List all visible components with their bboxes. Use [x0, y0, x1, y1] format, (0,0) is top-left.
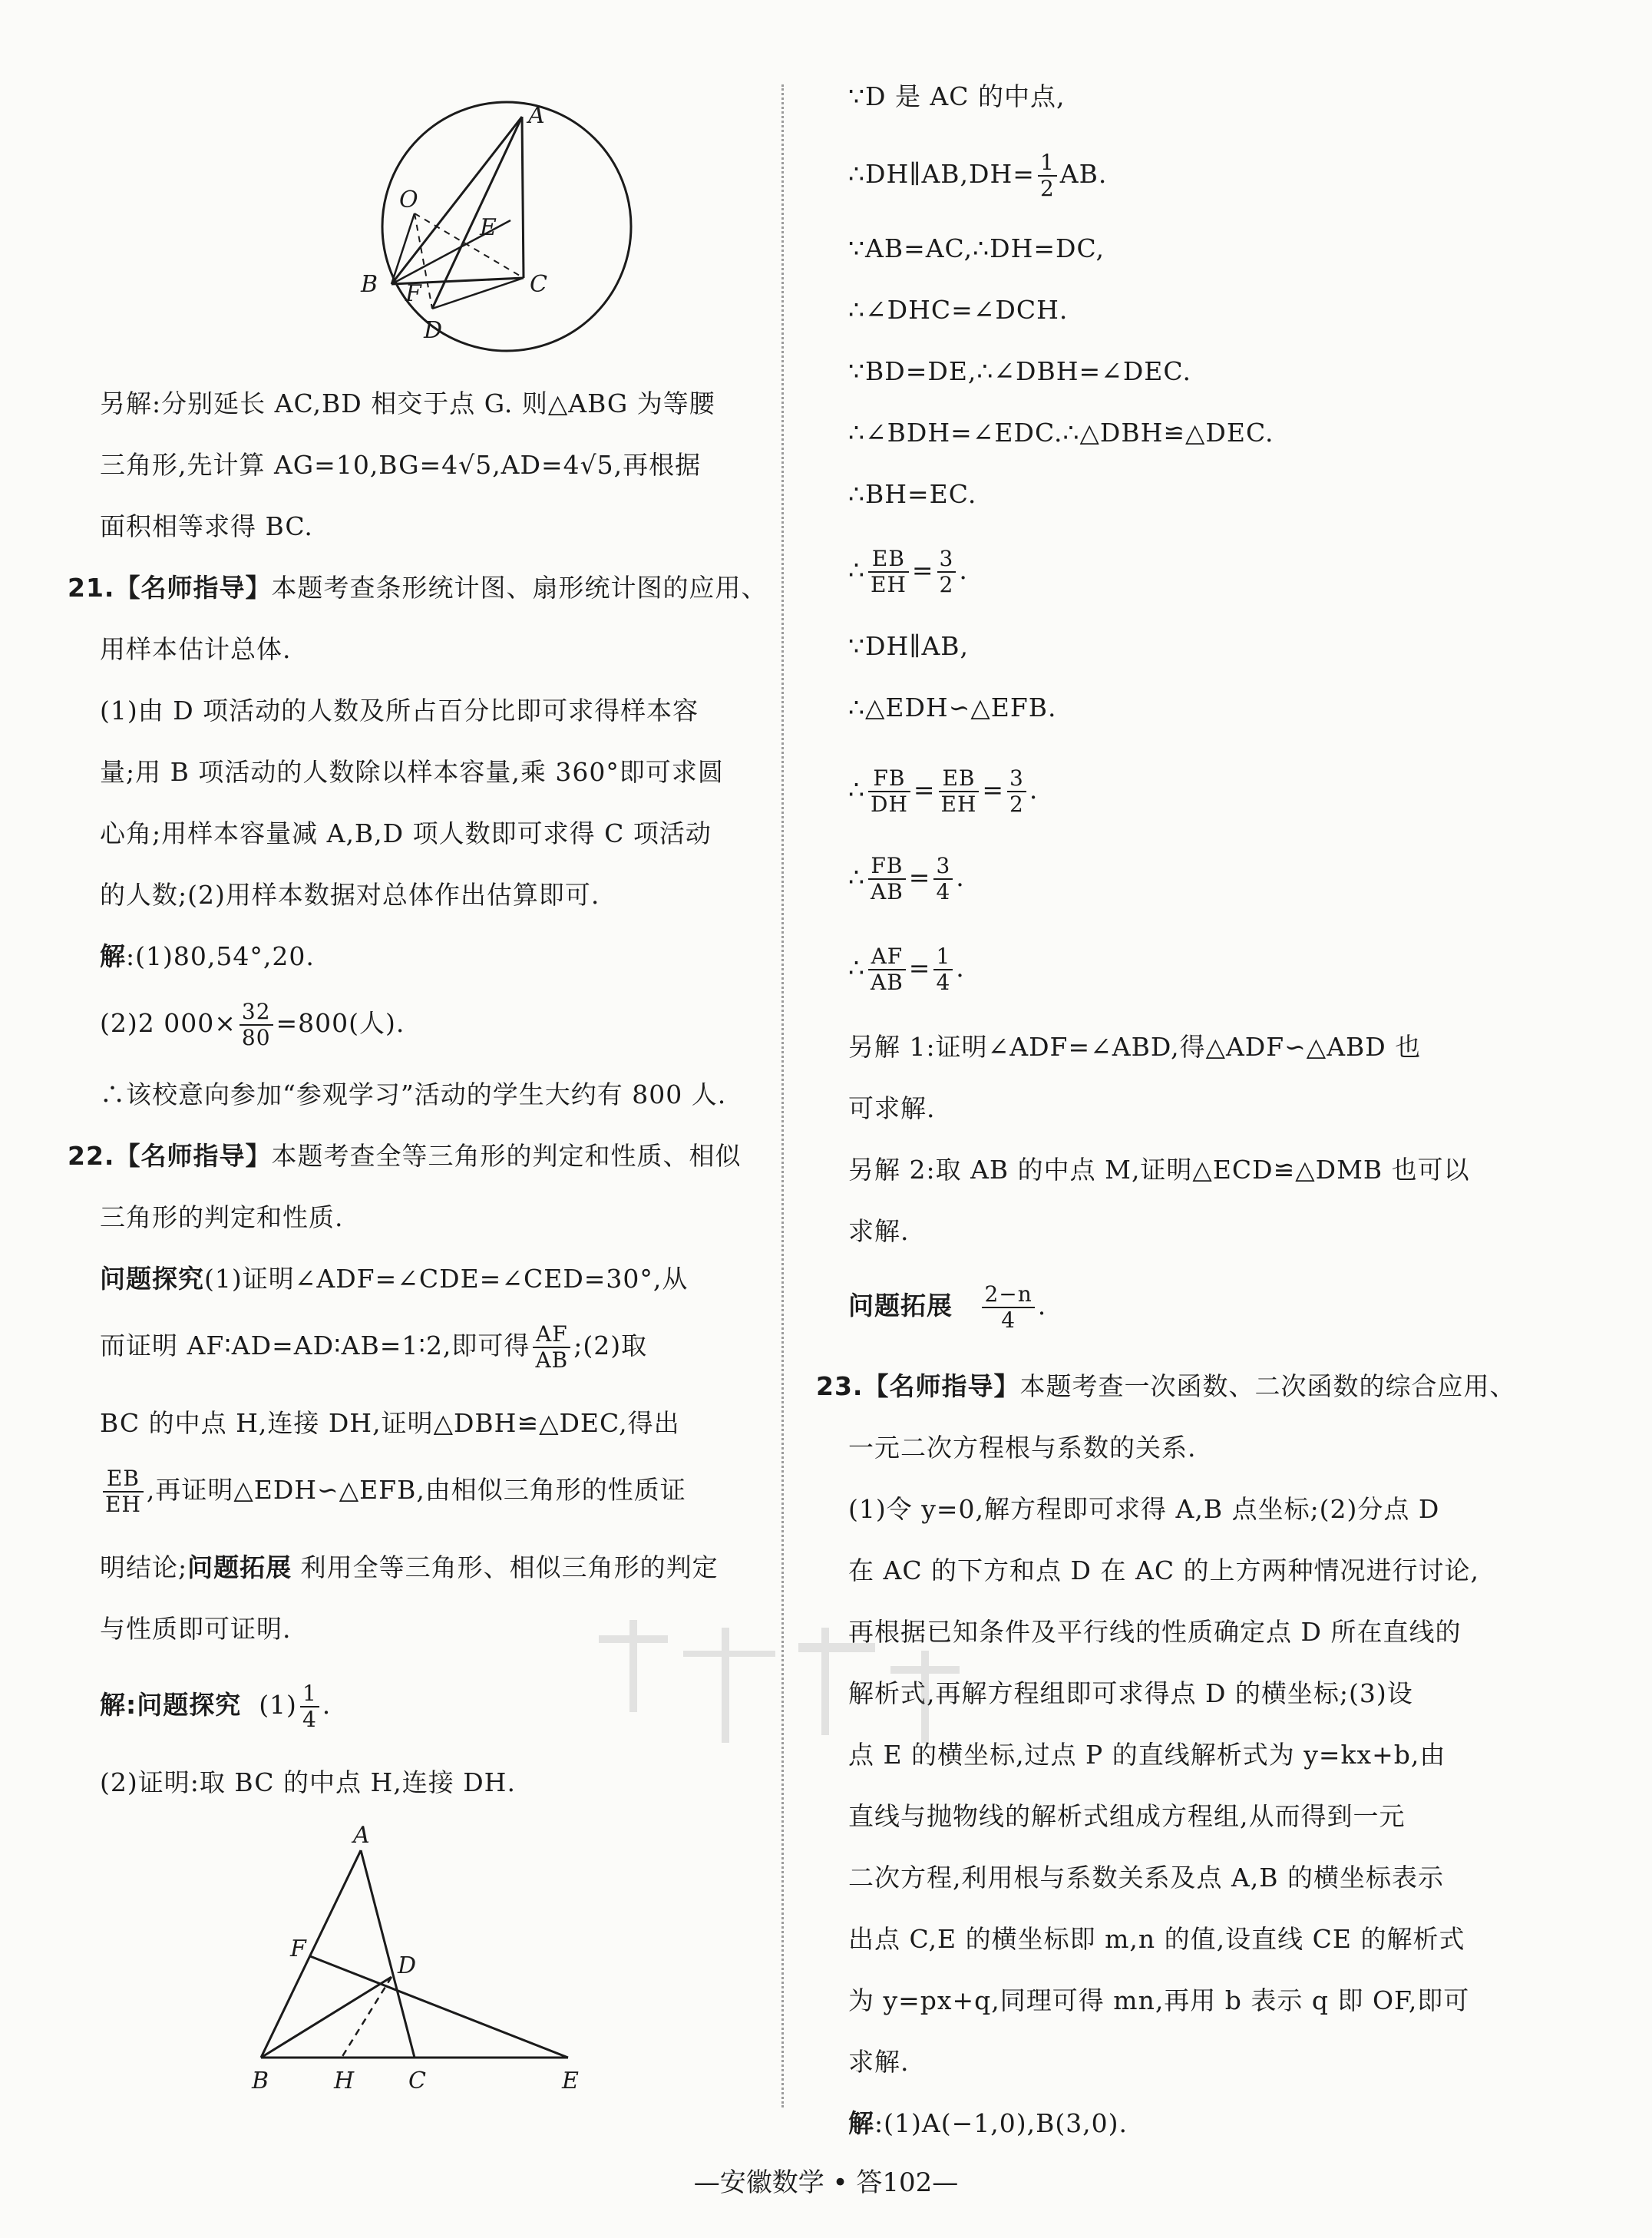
q22-number: 22. [68, 1141, 115, 1171]
fig1-label-a: A [528, 102, 545, 129]
r11-d2: EH [940, 792, 977, 817]
q23-number: 23. [816, 1371, 864, 1401]
q22-text-7-post: 利用全等三角形、相似三角形的判定 [292, 1552, 719, 1582]
q23-heading [816, 1368, 1515, 1405]
q21-solution-label: 解 [100, 941, 126, 971]
q22-text-8: 与性质即可证明. [100, 1614, 292, 1644]
faint-watermark-stamp [568, 1605, 998, 1781]
r13-n1: AF [868, 944, 906, 970]
fig1-label-c: C [530, 271, 547, 298]
r11-therefore: ∴ [848, 775, 865, 805]
q22-frac-den: AB [535, 1347, 569, 1373]
r12-d2: 4 [936, 879, 951, 904]
r-line-13: ∴ $\frac{AF}{AB}$ = $\frac{1}{4}$ . [848, 944, 965, 995]
fig1-label-e: E [480, 214, 497, 241]
q22-frac-eh: EH [105, 1492, 141, 1517]
r8-d1: EH [871, 572, 907, 597]
fig2-label-b: B [252, 2068, 269, 2094]
fig2-label-d: D [398, 1952, 417, 1979]
q23-solution-text: :(1)A(−1,0),B(3,0). [874, 2108, 1128, 2138]
fig1-label-d: D [424, 317, 443, 344]
r11-frac-3 [1007, 766, 1026, 817]
r11-n2: EB [939, 766, 980, 792]
triangle-figure [230, 1820, 706, 2104]
q21-solution-text: :(1)80,54°,20. [126, 941, 315, 971]
q23-text-3: (1)令 y=0,解方程即可求得 A,B 点坐标;(2)分点 D [848, 1494, 1440, 1524]
r13-frac-1 [868, 944, 906, 995]
r11-n1: FB [868, 766, 910, 792]
fig1-label-o: O [399, 187, 418, 213]
q23-text-11: 为 y=px+q,同理可得 mn,再用 b 表示 q 即 OF,即可 [848, 1985, 1470, 2015]
q21-text-4: 量;用 B 项活动的人数除以样本容量,乘 360°即可求圆 [100, 757, 724, 787]
q21-text-6: 的人数;(2)用样本数据对总体作出估算即可. [100, 880, 600, 910]
r11-n3: 3 [1007, 766, 1026, 792]
alt1-line-2: 可求解. [848, 1093, 936, 1123]
q21-text-5: 心角;用样本容量减 A,B,D 项人数即可求得 C 项活动 [100, 818, 712, 848]
q21-s2-post: =800(人). [276, 1008, 405, 1038]
r-line-7: ∴BH=EC. [848, 479, 977, 509]
r2-post: AB. [1059, 159, 1108, 189]
q22-text-6-post: ,再证明△EDH∽△EFB,由相似三角形的性质证 [146, 1475, 686, 1505]
fig1-label-b: B [361, 271, 378, 298]
q21-text-1: 本题考查条形统计图、扇形统计图的应用、 [271, 573, 768, 603]
alt2-line-2: 求解. [848, 1216, 910, 1246]
r12-therefore: ∴ [848, 862, 865, 892]
alt2-line-1: 另解 2:取 AB 的中点 M,证明△ECD≌△DMB 也可以 [848, 1155, 1470, 1185]
r13-therefore: ∴ [848, 953, 865, 983]
q23-text-1: 本题考查一次函数、二次函数的综合应用、 [1019, 1371, 1516, 1401]
q21-s2-den: 80 [241, 1025, 271, 1050]
q21-number: 21. [68, 573, 115, 603]
r8-d2: 2 [939, 572, 954, 597]
fig2-label-c: C [408, 2068, 426, 2094]
q22-text-3-body: (1)证明∠ADF=∠CDE=∠CED=30°,从 [204, 1264, 689, 1294]
q23-text-12: 求解. [848, 2047, 910, 2077]
q22-heading [68, 1138, 741, 1175]
q21-solution-2 [100, 1000, 405, 1050]
r8-frac-1 [868, 547, 909, 597]
extension-label: 问题拓展 [848, 1291, 953, 1321]
r8-n1: EB [868, 547, 909, 573]
q23-text-9: 二次方程,利用根与系数关系及点 A,B 的横坐标表示 [848, 1863, 1445, 1893]
q23-solution-label: 解 [848, 2108, 874, 2138]
q21-text-2: 用样本估计总体. [100, 634, 292, 664]
r8-therefore: ∴ [848, 555, 865, 585]
q22-text-7-pre: 明结论; [100, 1552, 188, 1582]
alt-solution-line-1: 另解:分别延长 AC,BD 相交于点 G. 则△ABG 为等腰 [100, 388, 715, 418]
r-line-10: ∴△EDH∽△EFB. [848, 693, 1057, 722]
q23-text-2: 一元二次方程根与系数的关系. [848, 1433, 1197, 1463]
q22-text-1: 本题考查全等三角形的判定和性质、相似 [271, 1141, 742, 1171]
r12-n1: FB [868, 854, 906, 880]
q22-sol-den: 4 [302, 1707, 317, 1732]
q22-text-6 [100, 1466, 686, 1517]
r13-n2: 1 [933, 944, 953, 970]
alt1-line-1: 另解 1:证明∠ADF=∠ABD,得△ADF∽△ABD 也 [848, 1032, 1422, 1062]
ext-den: 4 [1001, 1307, 1016, 1333]
r11-d3: 2 [1009, 792, 1024, 817]
q22-text-3 [100, 1261, 688, 1298]
alt-solution-line-3: 面积相等求得 BC. [100, 511, 313, 541]
r8-eq: = [911, 555, 934, 585]
r2-pre: ∴DH∥AB,DH= [848, 159, 1035, 189]
extension-fraction [982, 1282, 1034, 1333]
q21-s2-pre: (2)2 000× [100, 1008, 236, 1038]
q22-sol-pre: (1) [259, 1690, 297, 1720]
q21-tag: 【名师指导】 [114, 573, 272, 603]
r12-frac-1 [868, 854, 906, 904]
q22-solution-1 [100, 1681, 331, 1732]
r-line-2 [848, 150, 1107, 201]
r-line-5: ∵BD=DE,∴∠DBH=∠DEC. [848, 356, 1191, 386]
r-line-6: ∴∠BDH=∠EDC.∴△DBH≌△DEC. [848, 418, 1274, 448]
q23-text-10: 出点 C,E 的横坐标即 m,n 的值,设直线 CE 的解析式 [848, 1924, 1465, 1954]
q21-solution-1 [100, 938, 315, 975]
extension-answer: 问题拓展 $\frac{2-n}{4}$ . [848, 1281, 1047, 1333]
r-line-3: ∵AB=AC,∴DH=DC, [848, 233, 1105, 263]
r11-d1: DH [871, 792, 908, 817]
r2-fraction [1038, 150, 1057, 201]
q23-text-5: 再根据已知条件及平行线的性质确定点 D 所在直线的 [848, 1617, 1462, 1647]
q22-fraction-af-ab [533, 1322, 570, 1373]
r12-d1: AB [871, 879, 904, 904]
q22-text-4-post: ;(2)取 [573, 1331, 648, 1360]
q22-sol-fraction [300, 1681, 319, 1732]
r11-frac-1 [868, 766, 910, 817]
r-line-11: ∴ $\frac{FB}{DH}$ = $\frac{EB}{EH}$ = $\frac{3}{2}$ . [848, 765, 1039, 817]
fig2-label-e: E [562, 2068, 579, 2094]
q23-text-6: 解析式,再解方程组即可求得点 D 的横坐标;(3)设 [848, 1678, 1413, 1708]
r12-frac-2 [933, 854, 953, 904]
r8-n2: 3 [937, 547, 957, 573]
fig2-label-f: F [290, 1936, 306, 1962]
r-line-9: ∵DH∥AB, [848, 631, 970, 661]
q22-text-5: BC 的中点 H,连接 DH,证明△DBH≌△DEC,得出 [100, 1408, 680, 1438]
q22-text-4 [100, 1322, 647, 1373]
q22-sol-num: 1 [300, 1681, 319, 1707]
fig1-label-f: F [405, 280, 421, 307]
q21-s2-num: 32 [240, 1000, 273, 1026]
circle-figure [284, 100, 714, 376]
q22-frac-eb: EB [103, 1466, 144, 1493]
r-line-8: ∴ $\frac{EB}{EH}$ = $\frac{3}{2}$ . [848, 546, 968, 597]
r13-frac-2 [933, 944, 953, 995]
q23-tag: 【名师指导】 [863, 1371, 1020, 1401]
fig2-label-h: H [334, 2068, 355, 2094]
q21-text-3: (1)由 D 项活动的人数及所占百分比即可求得样本容 [100, 696, 699, 726]
q22-proof-start: (2)证明:取 BC 的中点 H,连接 DH. [100, 1767, 516, 1797]
r-line-4: ∴∠DHC=∠DCH. [848, 295, 1069, 325]
r2-num: 1 [1038, 150, 1057, 177]
r-line-12: ∴ $\frac{FB}{AB}$ = $\frac{3}{4}$ . [848, 853, 965, 904]
r13-d1: AB [871, 970, 904, 995]
q23-text-4: 在 AC 的下方和点 D 在 AC 的上方两种情况进行讨论, [848, 1555, 1480, 1585]
ext-num: 2−n [982, 1282, 1034, 1308]
r8-frac-2 [937, 547, 957, 597]
column-divider [781, 84, 784, 2107]
q22-text-7 [100, 1549, 719, 1586]
q22-tag: 【名师指导】 [114, 1141, 272, 1171]
r12-n2: 3 [933, 854, 953, 880]
q22-sol-post: . [322, 1690, 332, 1720]
q22-text-2: 三角形的判定和性质. [100, 1202, 344, 1232]
r11-frac-2 [939, 766, 980, 817]
fig2-label-a: A [353, 1822, 370, 1849]
page-footer: —安徽数学 • 答102— [693, 2167, 959, 2198]
q22-frac-num: AF [533, 1322, 570, 1348]
q22-text-4-pre: 而证明 AF∶AD=AD∶AB=1∶2,即可得 [100, 1331, 530, 1360]
r2-den: 2 [1039, 176, 1055, 201]
q23-solution [848, 2105, 1128, 2142]
q21-conclusion: ∴该校意向参加“参观学习”活动的学生大约有 800 人. [100, 1079, 727, 1109]
q22-fraction-eb-eh [103, 1466, 144, 1517]
q22-extend-label: 问题拓展 [187, 1552, 292, 1582]
q23-text-7: 点 E 的横坐标,过点 P 的直线解析式为 y=kx+b,由 [848, 1740, 1446, 1770]
r-line-1: ∵D 是 AC 的中点, [848, 81, 1066, 111]
q21-heading [68, 570, 767, 607]
q22-explore-label: 问题探究 [100, 1264, 204, 1294]
alt-solution-line-2: 三角形,先计算 AG=10,BG=4√5,AD=4√5,再根据 [100, 450, 702, 480]
r13-d2: 4 [936, 970, 951, 995]
q21-s2-fraction [240, 1000, 273, 1050]
q23-text-8: 直线与抛物线的解析式组成方程组,从而得到一元 [848, 1801, 1406, 1831]
q22-solution-label: 解:问题探究 [100, 1690, 242, 1720]
